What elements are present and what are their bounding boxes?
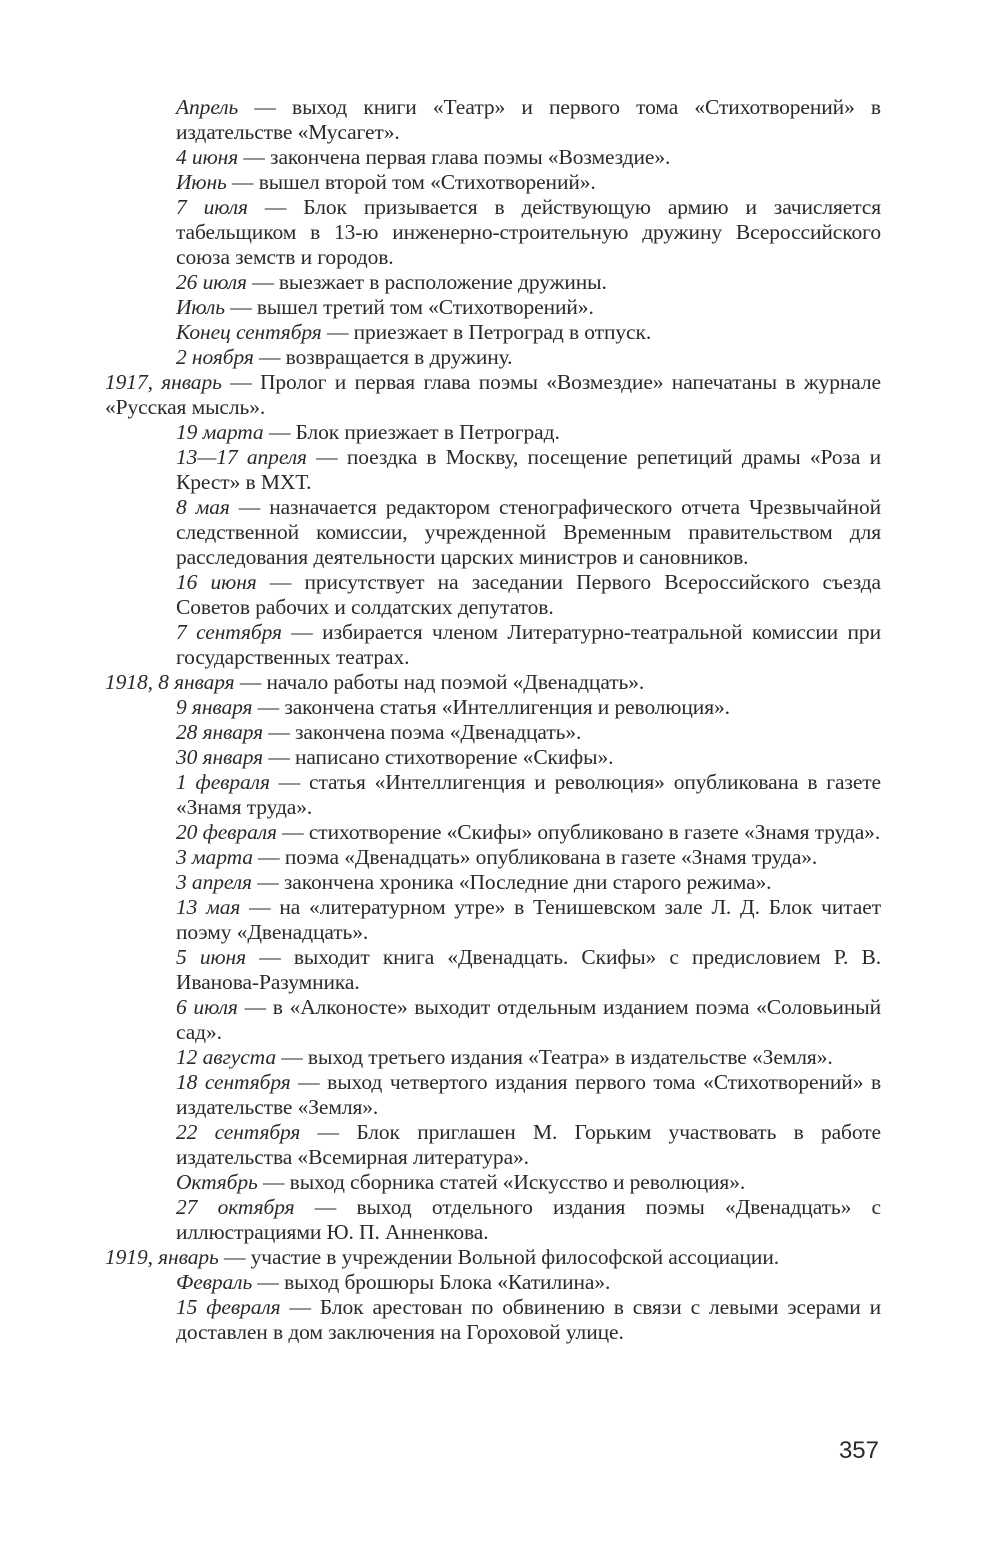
chronology-entry (176, 570, 881, 620)
entry-date: 13 мая (176, 895, 241, 919)
chronology-entry (176, 1070, 881, 1120)
entry-text: — Блок арестован по обвинению в связи с левыми эсерами и доставлен в дом заключения на Гороховой улице. (176, 1295, 881, 1344)
chronology-entry (176, 845, 881, 870)
chronology-entry (176, 1045, 881, 1070)
chronology-entry (176, 270, 881, 295)
entry-date: 3 апреля (176, 870, 252, 894)
entry-date: 4 июня (176, 145, 239, 169)
chronology-entry (176, 945, 881, 995)
chronology-entry (176, 295, 881, 320)
entry-date: 28 января (176, 720, 264, 744)
chronology-entry (176, 420, 881, 445)
entry-text: — выход сборника статей «Искусство и революция». (257, 1170, 746, 1194)
chronology-entry (176, 995, 881, 1045)
entry-date: Октябрь (176, 1170, 258, 1194)
chronology-entry (176, 95, 881, 145)
entry-text: — назначается редактором стенографического отчета Чрезвычайной следственной комиссии, учрежденной Временным правительством для расследования деятельности царских министров и сановников. (176, 495, 881, 569)
entry-date: 5 июня (176, 945, 247, 969)
entry-text: — стихотворение «Скифы» опубликовано в газете «Знамя труда». (276, 820, 881, 844)
entry-text: — поездка в Москву, посещение репетиций драмы «Роза и Крест» в МХТ. (176, 445, 881, 494)
entry-text: — выход брошюры Блока «Катилина». (252, 1270, 611, 1294)
chronology-entry (176, 1170, 881, 1195)
chronology-entry (176, 145, 881, 170)
chronology-entry (176, 870, 881, 895)
entry-date: 26 июля (176, 270, 247, 294)
entry-text: — закончена поэма «Двенадцать». (263, 720, 582, 744)
chronology-entry (176, 620, 881, 670)
entry-date: Июнь (176, 170, 227, 194)
entry-text: — выход четвертого издания первого тома «Стихотворений» в издательстве «Земля». (176, 1070, 881, 1119)
page-number: 357 (838, 1437, 879, 1464)
entry-text: — выезжает в расположение дружины. (246, 270, 607, 294)
chronology-entry (176, 195, 881, 270)
chronology-entry (176, 895, 881, 945)
chronology-entry (176, 745, 881, 770)
entry-text: — возвращается в дружину. (253, 345, 513, 369)
chronology-entry (176, 720, 881, 745)
entry-text: — выход отдельного издания поэмы «Двенадцать» с иллюстрациями Ю. П. Анненкова. (176, 1195, 881, 1244)
entry-text: — Пролог и первая глава поэмы «Возмездие» напечатаны в журнале «Русская мысль». (105, 370, 882, 419)
chronology-entry (176, 445, 881, 495)
entry-date: 30 января (176, 745, 264, 769)
chronology-year-entry (105, 370, 881, 420)
entry-date: 8 мая (176, 495, 230, 519)
chronology-entry (176, 1195, 881, 1245)
entry-date: 15 февраля (176, 1295, 281, 1319)
entry-date: 1918, 8 января (105, 670, 235, 694)
entry-text: — выход книги «Театр» и первого тома «Стихотворений» в издательстве «Мусагет». (176, 95, 881, 144)
chronology-year-entry (105, 1245, 881, 1270)
entry-date: 3 марта (176, 845, 253, 869)
entry-text: — приезжает в Петроград в отпуск. (321, 320, 652, 344)
entry-date: 16 июня (176, 570, 257, 594)
chronology-entry (176, 695, 881, 720)
entry-date: 27 октября (176, 1195, 295, 1219)
chronology-year-entry (105, 670, 881, 695)
entry-text: — выходит книга «Двенадцать. Скифы» с предисловием Р. В. Иванова-Разумника. (176, 945, 881, 994)
entry-text: — Блок приглашен М. Горьким участвовать в работе издательства «Всемирная литература». (176, 1120, 881, 1169)
entry-date: 7 июля (176, 195, 248, 219)
entry-text: — написано стихотворение «Скифы». (263, 745, 614, 769)
chronology-entry (176, 770, 881, 820)
chronology-entry (176, 1270, 881, 1295)
entry-text: — начало работы над поэмой «Двенадцать». (234, 670, 645, 694)
entry-date: 9 января (176, 695, 253, 719)
entry-date: 6 июля (176, 995, 238, 1019)
entry-date: Апрель (176, 95, 239, 119)
entry-text: — в «Алконосте» выходит отдельным изданием поэма «Соловьиный сад». (176, 995, 881, 1044)
chronology-entry (176, 820, 881, 845)
chronology-entry (176, 1120, 881, 1170)
chronology-entry (176, 495, 881, 570)
chronology-entry (176, 345, 881, 370)
entry-text: — присутствует на заседании Первого Всероссийского съезда Советов рабочих и солдатских депутатов. (176, 570, 882, 619)
entry-text: — выход третьего издания «Театра» в издательстве «Земля». (275, 1045, 833, 1069)
entry-text: — закончена хроника «Последние дни старого режима». (251, 870, 772, 894)
chronology-entry (176, 170, 881, 195)
entry-date: 1919, январь (105, 1245, 219, 1269)
entry-text: — избирается членом Литературно-театральной комиссии при государственных театрах. (176, 620, 881, 669)
entry-text: — вышел третий том «Стихотворений». (224, 295, 594, 319)
entry-date: 22 сентября (176, 1120, 301, 1144)
entry-text: — Блок призывается в действующую армию и зачисляется табельщиком в 13-ю инженерно-строительную дружину Всероссийского союза земств и городов. (176, 195, 881, 269)
entry-date: 1917, январь (105, 370, 222, 394)
entry-text: — участие в учреждении Вольной философской ассоциации. (218, 1245, 780, 1269)
entry-text: — закончена первая глава поэмы «Возмездие». (238, 145, 671, 169)
entry-date: 12 августа (176, 1045, 276, 1069)
entry-date: 13—17 апреля (176, 445, 307, 469)
entry-date: 2 ноября (176, 345, 254, 369)
entry-date: 18 сентября (176, 1070, 291, 1094)
entry-text: — Блок приезжает в Петроград. (263, 420, 560, 444)
chronology-entry (176, 1295, 881, 1345)
entry-text: — поэма «Двенадцать» опубликована в газете «Знамя труда». (252, 845, 818, 869)
entry-text: — статья «Интеллигенция и революция» опубликована в газете «Знамя труда». (176, 770, 882, 819)
entry-date: Июль (176, 295, 225, 319)
entry-date: 7 сентября (176, 620, 282, 644)
chronology-entry (176, 320, 881, 345)
entry-date: 20 февраля (176, 820, 277, 844)
entry-text: — вышел второй том «Стихотворений». (226, 170, 596, 194)
chronology-list (105, 95, 881, 1345)
entry-date: Конец сентября (176, 320, 322, 344)
entry-text: — закончена статья «Интеллигенция и революция». (252, 695, 730, 719)
entry-date: Февраль (176, 1270, 253, 1294)
entry-text: — на «литературном утре» в Тенишевском зале Л. Д. Блок читает поэму «Двенадцать». (176, 895, 881, 944)
entry-date: 19 марта (176, 420, 264, 444)
entry-date: 1 февраля (176, 770, 270, 794)
